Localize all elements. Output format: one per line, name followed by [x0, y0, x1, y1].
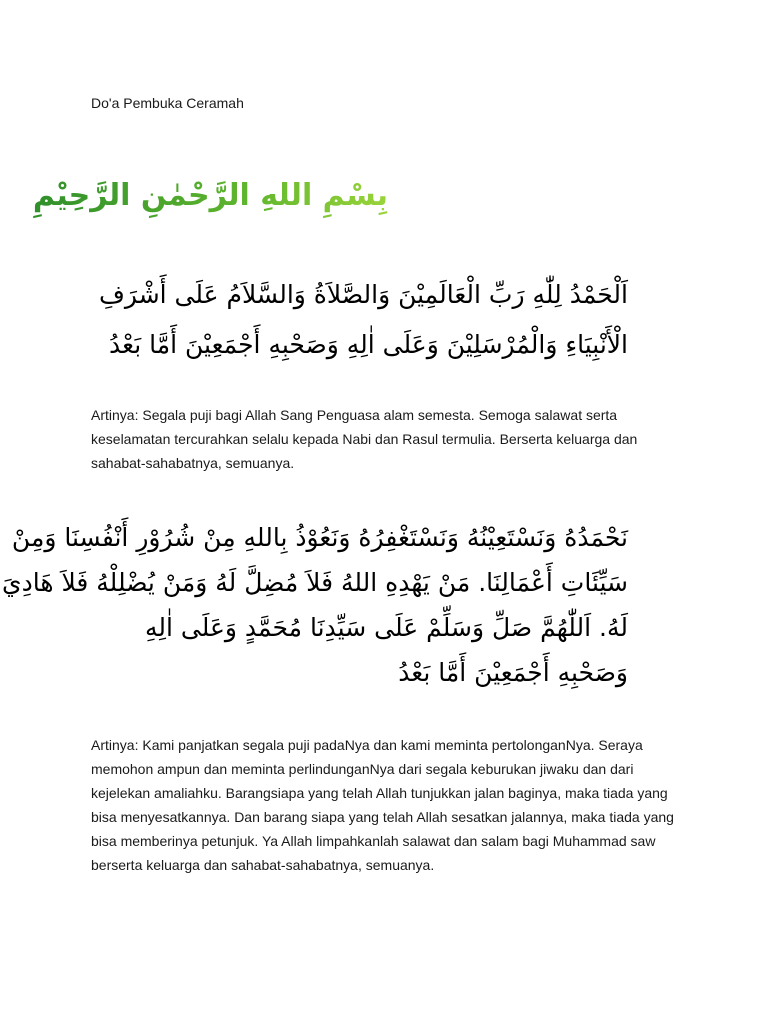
- basmala-text: بِسْمِ اللهِ الرَّحْمٰنِ الرَّحِيْمِ: [32, 178, 388, 213]
- arabic-line: نَحْمَدُهُ وَنَسْتَعِيْنُهُ وَنَسْتَغْفِرُهُ وَنَعُوْذُ بِاللهِ مِنْ شُرُوْرِ أَنْفُسِنَا وَمِنْ: [11, 523, 628, 552]
- arabic-line: اَلْحَمْدُ لِلّٰهِ رَبِّ الْعَالَمِيْنَ وَالصَّلاَةُ وَالسَّلاَمُ عَلَى أَشْرَفِ: [99, 280, 628, 309]
- translation-paragraph: Artinya: Segala puji bagi Allah Sang Penguasa alam semesta. Semoga salawat serta keselamatan tercurahkan selalu kepada Nabi dan Rasul termulia. Berserta keluarga dan sahabat-sahabatnya, semuanya.: [91, 407, 638, 471]
- arabic-line: الْأَنْبِيَاءِ وَالْمُرْسَلِيْنَ وَعَلَى اٰلِهِ وَصَحْبِهِ أَجْمَعِيْنَ أَمَّا بَعْدُ: [109, 330, 628, 359]
- arabic-khutbah-hajah: [2, 515, 628, 695]
- arabic-line: سَيِّئَاتِ أَعْمَالِنَا. مَنْ يَهْدِهِ اللهُ فَلاَ مُضِلَّ لَهُ وَمَنْ يُضْلِلْهُ فَلاَ هَادِيَ: [2, 568, 628, 597]
- translation-paragraph: Artinya: Kami panjatkan segala puji padaNya dan kami meminta pertolonganNya. Seraya memohon ampun dan meminta perlindunganNya dari segala keburukan jiwaku dan dari kejelekan amaliahku. Barangsiapa yang telah Allah tunjukkan jalan baginya, maka tiada yang bisa menyesatkannya. Dan barang siapa yang telah Allah sesatkan jalannya, maka tiada yang bisa memberinya petunjuk. Ya Allah limpahkanlah salawat dan salam bagi Muhammad saw berserta keluarga dan sahabat-sahabatnya, semuanya.: [91, 737, 674, 873]
- basmala-calligraphy: [32, 150, 390, 230]
- arabic-opening-praise: [88, 270, 628, 370]
- document-title: Do'a Pembuka Ceramah: [91, 95, 244, 111]
- arabic-line: لَهُ. اَللّٰهُمَّ صَلِّ وَسَلِّمْ عَلَى سَيِّدِنَا مُحَمَّدٍ وَعَلَى اٰلِهِ: [144, 613, 628, 642]
- arabic-line: وَصَحْبِهِ أَجْمَعِيْنَ أَمَّا بَعْدُ: [398, 658, 628, 687]
